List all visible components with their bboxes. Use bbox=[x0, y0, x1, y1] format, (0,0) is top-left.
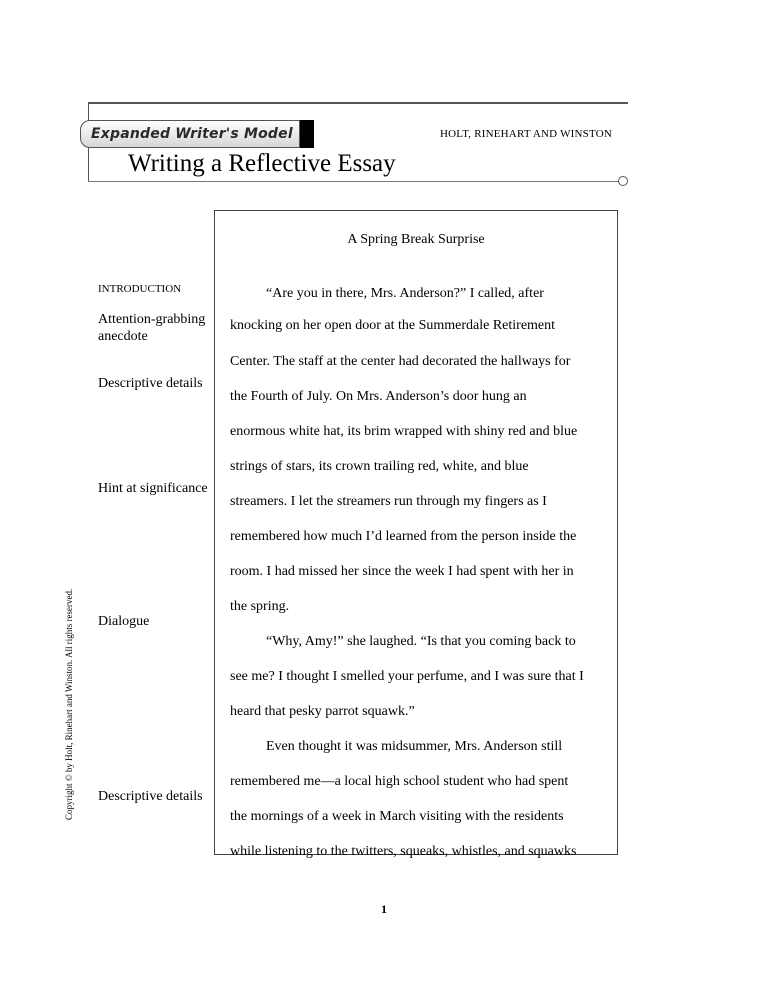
banner-label: Expanded Writer's Model bbox=[80, 120, 300, 148]
essay-line: “Why, Amy!” she laughed. “Is that you coming back to bbox=[266, 634, 576, 649]
margin-note-introduction: INTRODUCTION bbox=[98, 283, 182, 295]
essay-line: room. I had missed her since the week I had spent with her in bbox=[230, 564, 574, 579]
rule-end-circle-icon bbox=[618, 176, 628, 186]
essay-line: while listening to the twitters, squeaks, whistles, and squawks bbox=[230, 844, 577, 859]
writers-model-banner bbox=[80, 120, 314, 148]
margin-note-descriptive-details: Descriptive details bbox=[98, 376, 203, 391]
margin-note-dialogue: Dialogue bbox=[98, 614, 150, 629]
essay-line: the mornings of a week in March visiting with the residents bbox=[230, 809, 564, 824]
essay-line: remembered me—a local high school student who had spent bbox=[230, 774, 569, 789]
essay-line: Even thought it was midsummer, Mrs. Anderson still bbox=[266, 739, 563, 754]
header-bottom-rule bbox=[88, 181, 620, 182]
publisher-name: HOLT, RINEHART AND WINSTON bbox=[440, 128, 612, 140]
page-number: 1 bbox=[381, 902, 387, 916]
essay-title: A Spring Break Surprise bbox=[347, 232, 485, 247]
essay-line: Center. The staff at the center had decorated the hallways for bbox=[230, 354, 571, 369]
essay-line: “Are you in there, Mrs. Anderson?” I called, after bbox=[266, 286, 544, 301]
essay-line: the Fourth of July. On Mrs. Anderson’s door hung an bbox=[230, 389, 527, 404]
essay-line: the spring. bbox=[230, 599, 290, 614]
essay-line: strings of stars, its crown trailing red, white, and blue bbox=[230, 459, 529, 474]
banner-black-tab bbox=[300, 120, 314, 148]
essay-line: see me? I thought I smelled your perfume, and I was sure that I bbox=[230, 669, 584, 684]
copyright-notice: Copyright © by Holt, Rinehart and Winston. All rights reserved. bbox=[64, 588, 74, 820]
page-title: Writing a Reflective Essay bbox=[128, 150, 396, 177]
essay-line: enormous white hat, its brim wrapped with shiny red and blue bbox=[230, 424, 578, 439]
essay-line: heard that pesky parrot squawk.” bbox=[230, 704, 415, 719]
margin-note-hint-at-significance: Hint at significance bbox=[98, 481, 208, 496]
margin-note-descriptive-details-2: Descriptive details bbox=[98, 789, 203, 804]
essay-line: knocking on her open door at the Summerdale Retirement bbox=[230, 318, 556, 333]
essay-line: remembered how much I’d learned from the person inside the bbox=[230, 529, 577, 544]
header-top-rule bbox=[88, 102, 628, 104]
essay-line: streamers. I let the streamers run through my fingers as I bbox=[230, 494, 547, 509]
margin-note-attention-grabbing: Attention-grabbing anecdote bbox=[98, 312, 206, 344]
